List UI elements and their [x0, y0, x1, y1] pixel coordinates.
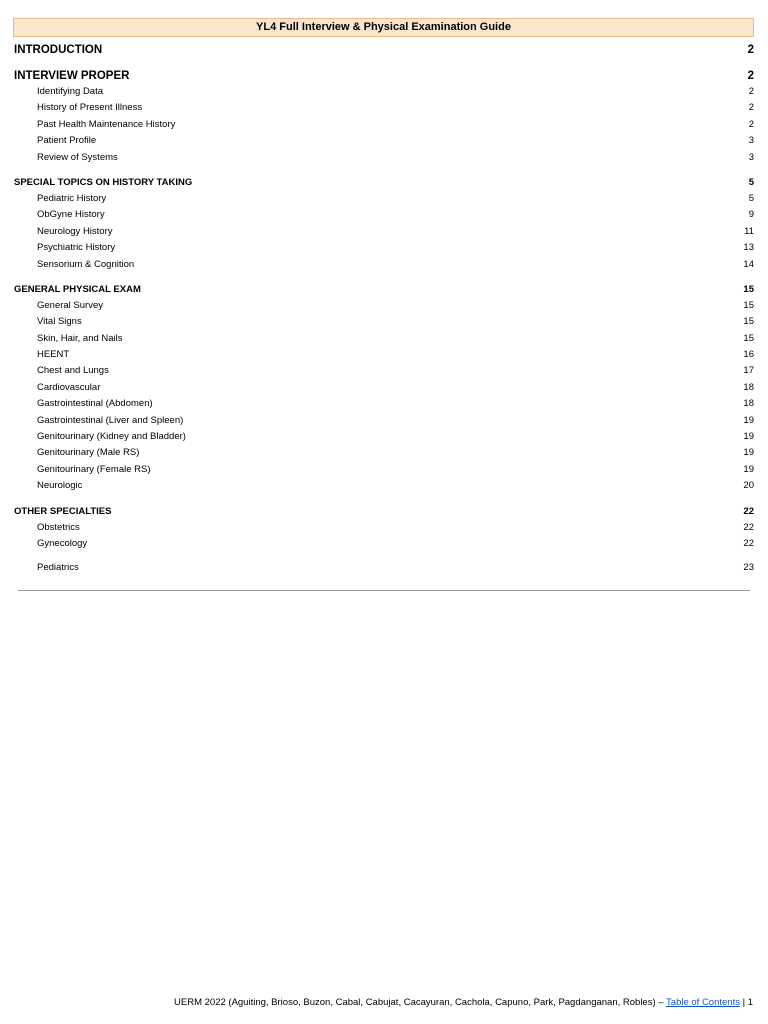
toc-entry-chest-lungs[interactable]	[14, 363, 754, 379]
toc-entry-page: 18	[743, 381, 754, 393]
toc-entry-label: OTHER SPECIALTIES	[14, 505, 112, 517]
toc-entry-page: 19	[743, 431, 754, 443]
toc-entry-page: 2	[747, 70, 754, 82]
toc-entry-label: Skin, Hair, and Nails	[37, 332, 123, 344]
toc-entry-page: 15	[743, 316, 754, 328]
toc-entry-page: 19	[743, 414, 754, 426]
toc-entry-label: SPECIAL TOPICS ON HISTORY TAKING	[14, 176, 193, 188]
toc-entry-label: Patient Profile	[37, 135, 97, 147]
toc-entry-label: Vital Signs	[37, 316, 82, 328]
document-title: YL4 Full Interview & Physical Examination Guide	[13, 18, 754, 37]
toc-entry-page: 18	[743, 398, 754, 410]
toc-entry-label: Obstetrics	[37, 521, 80, 533]
toc-entry-page: 22	[743, 537, 754, 549]
toc-entry-psychiatric-history[interactable]	[14, 240, 754, 256]
toc-entry-label: Sensorium & Cognition	[37, 258, 135, 270]
toc-entry-page: 5	[748, 192, 754, 204]
toc-entry-label: Gynecology	[37, 537, 88, 549]
toc-entry-obgyne-history[interactable]	[14, 207, 754, 223]
footer-credits: UERM 2022 (Aguiting, Brioso, Buzon, Cabal, Cabujat, Cacayuran, Cachola, Capuno, Park, Pagdanganan, Robles) –	[174, 997, 667, 1008]
toc-entry-gi-liver-spleen[interactable]	[14, 413, 754, 429]
toc-entry-label: HEENT	[37, 349, 70, 361]
page-footer	[174, 997, 753, 1008]
toc-section-other-specialties	[14, 504, 754, 577]
toc-entry-label: Gastrointestinal (Liver and Spleen)	[37, 414, 184, 426]
toc-entry-general-survey[interactable]	[14, 298, 754, 314]
toc-section-introduction	[14, 42, 754, 58]
toc-entry-label: General Survey	[37, 299, 104, 311]
toc-entry-page: 22	[743, 521, 754, 533]
toc-entry-label: Chest and Lungs	[37, 365, 109, 377]
toc-entry-past-health-history[interactable]	[14, 117, 754, 133]
toc-entry-skin-hair-nails[interactable]	[14, 331, 754, 347]
toc-entry-obstetrics[interactable]	[14, 520, 754, 536]
toc-entry-page: 17	[743, 365, 754, 377]
toc-entry-page: 15	[743, 283, 754, 295]
toc-entry-heent[interactable]	[14, 347, 754, 363]
toc-entry-cardiovascular[interactable]	[14, 380, 754, 396]
toc-entry-interview-proper[interactable]	[14, 68, 754, 84]
toc-entry-patient-profile[interactable]	[14, 133, 754, 149]
toc-entry-page: 11	[744, 225, 754, 237]
toc-entry-page: 23	[743, 562, 754, 574]
toc-entry-identifying-data[interactable]	[14, 84, 754, 100]
toc-entry-sensorium-cognition[interactable]	[14, 257, 754, 273]
toc-entry-label: Genitourinary (Female RS)	[37, 463, 151, 475]
toc-entry-label: Gastrointestinal (Abdomen)	[37, 398, 153, 410]
toc-section-special-topics	[14, 175, 754, 273]
toc-entry-label: Genitourinary (Male RS)	[37, 447, 140, 459]
toc-entry-page: 16	[743, 349, 754, 361]
toc-entry-page: 9	[748, 209, 754, 221]
toc-section-general-pe	[14, 282, 754, 495]
toc-entry-label: History of Present Illness	[37, 102, 143, 114]
footer-page-number: | 1	[739, 997, 753, 1008]
toc-entry-page: 2	[748, 102, 754, 114]
toc-entry-page: 20	[743, 480, 754, 492]
toc-entry-page: 2	[748, 86, 754, 97]
toc-entry-vital-signs[interactable]	[14, 314, 754, 330]
toc-entry-page: 15	[743, 299, 754, 311]
toc-entry-page: 5	[748, 176, 754, 188]
toc-entry-label: Neurology History	[37, 225, 113, 237]
toc-entry-label: Genitourinary (Kidney and Bladder)	[37, 431, 186, 443]
toc-entry-gu-kidney-bladder[interactable]	[14, 429, 754, 445]
toc-entry-label: ObGyne History	[37, 209, 105, 221]
toc-entry-label: Neurologic	[37, 480, 83, 492]
toc-end-divider	[18, 590, 750, 591]
toc-entry-neurologic[interactable]	[14, 478, 754, 494]
toc-entry-page: 19	[743, 447, 754, 459]
toc-entry-page: 22	[743, 505, 754, 517]
toc-entry-page: 15	[743, 332, 754, 344]
toc-entry-label: Review of Systems	[37, 151, 118, 163]
toc-entry-page: 19	[743, 463, 754, 475]
toc-entry-label: Pediatric History	[37, 192, 107, 204]
toc-entry-pediatric-history[interactable]	[14, 191, 754, 207]
toc-entry-label: Psychiatric History	[37, 242, 116, 254]
toc-entry-page: 2	[747, 44, 754, 56]
toc-section-interview-proper	[14, 68, 754, 166]
toc-entry-label: INTRODUCTION	[14, 44, 103, 56]
toc-entry-general-pe[interactable]	[14, 282, 754, 298]
toc-entry-introduction[interactable]	[14, 42, 754, 58]
toc-entry-pediatrics[interactable]	[14, 560, 754, 576]
toc-entry-label: GENERAL PHYSICAL EXAM	[14, 283, 141, 295]
toc-entry-label: Cardiovascular	[37, 381, 101, 393]
toc-entry-gu-female-rs[interactable]	[14, 462, 754, 478]
toc-entry-gu-male-rs[interactable]	[14, 445, 754, 461]
table-of-contents	[14, 42, 754, 577]
toc-entry-history-present-illness[interactable]	[14, 100, 754, 116]
toc-entry-label: Identifying Data	[37, 86, 104, 97]
toc-entry-special-topics[interactable]	[14, 175, 754, 191]
toc-entry-other-specialties[interactable]	[14, 504, 754, 520]
toc-entry-page: 13	[743, 242, 754, 254]
toc-entry-label: Pediatrics	[37, 562, 79, 574]
toc-entry-page: 14	[743, 258, 754, 270]
toc-entry-review-of-systems[interactable]	[14, 150, 754, 166]
toc-entry-label: INTERVIEW PROPER	[14, 70, 130, 82]
toc-entry-gynecology[interactable]	[14, 536, 754, 552]
toc-entry-neurology-history[interactable]	[14, 224, 754, 240]
toc-entry-gi-abdomen[interactable]	[14, 396, 754, 412]
toc-entry-page: 2	[748, 118, 754, 130]
toc-entry-page: 3	[748, 135, 754, 147]
toc-entry-page: 3	[748, 151, 754, 163]
table-of-contents-link[interactable]: Table of Contents	[666, 997, 740, 1008]
toc-entry-label: Past Health Maintenance History	[37, 118, 176, 130]
